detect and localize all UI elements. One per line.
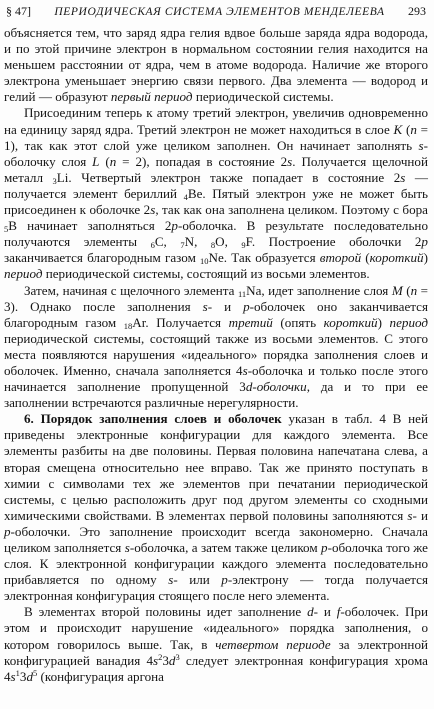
paragraph-4 <box>4 411 428 604</box>
text-run: , так как она заполнена целиком. Поэтому с бора <box>155 202 428 218</box>
text-run: = 1), так как этот слой уже целиком заполнен. Он начинает заполнять <box>4 121 428 153</box>
emphasis-text: четвертом периоде <box>215 636 331 652</box>
subscript: 8 <box>210 240 216 251</box>
text-run: 3 <box>19 668 27 684</box>
emphasis-text: первый период <box>110 89 193 105</box>
subscript: 7 <box>180 240 185 251</box>
emphasis-text: n <box>109 153 117 169</box>
text-run: - и <box>313 604 337 620</box>
text-run: — получается элемент бериллий <box>4 169 428 201</box>
text-run: -оболочки. Это заполнение происходит всегда закономерно. Сначала целиком заполняется <box>4 523 428 555</box>
emphasis-text: s <box>202 298 208 314</box>
text-run: F. Построение оболочки 2 <box>245 234 422 250</box>
text-run: O, <box>215 234 242 250</box>
emphasis-text: f <box>336 604 341 620</box>
superscript: 3 <box>175 651 180 662</box>
text-run: Ar. Получается <box>132 314 229 330</box>
emphasis-text: s <box>124 540 130 555</box>
text-run: Присоединим теперь к атому третий электрон, увеличив одновременно на единицу заряд ядра. Третий электрон не может находиться в слое <box>4 105 428 137</box>
text-run: = 2), попадая в состояние 2 <box>116 153 288 169</box>
text-run: -оболочка того же слоя. К электронной конфигурации каждого элемента последовательно прибавляется по одному <box>4 540 428 588</box>
emphasis-text: d <box>307 604 314 620</box>
text-run: -оболочка и только после этого начинается заполнение пропущенной 3 <box>4 362 428 395</box>
superscript: 5 <box>33 667 38 678</box>
subscript: 4 <box>183 191 188 202</box>
text-run: , да и то при ее заполнении встречаются различные нерегулярности. <box>4 379 428 411</box>
emphasis-text: p <box>421 234 428 250</box>
text-run: - и <box>412 507 428 523</box>
text-run: ( <box>99 153 110 169</box>
text-run: указан в табл. 4 В ней приведены электронные конфигурации для каждого элемента. Все элементы разбиты на две половины. Первая половина напечатана слева, а вторая смещена относительно нее вправо. Так же принято поступать в химии с символами тех же элементов при печатании периодической системы, с целью расположить друг под другом элементы со сходными химическими свойствами. В элементах первой половины заполняются <box>4 411 429 523</box>
text-run: -оболочку слоя <box>4 137 428 169</box>
emphasis-text: второй <box>319 250 362 266</box>
emphasis-text: s <box>287 153 293 169</box>
text-run: Be. Пятый электрон уже не может быть присоединен к оболочке 2 <box>4 185 429 218</box>
text-run: ( <box>402 121 411 137</box>
emphasis-text: s <box>407 507 413 523</box>
emphasis-text: d <box>168 652 176 668</box>
emphasis-text: p <box>321 540 328 555</box>
emphasis-text: p <box>171 218 178 234</box>
text-run: Na, идет заполнение слоя <box>246 282 392 298</box>
text-run: ( <box>361 250 370 266</box>
emphasis-text: -оболочки <box>252 379 307 395</box>
text-run: Затем, начиная с щелочного элемента <box>24 282 238 298</box>
emphasis-text: p <box>221 572 228 588</box>
body-text <box>4 25 428 685</box>
text-run: заканчивается благородным газом <box>4 250 201 266</box>
text-run: Li. Четвертый электрон также попадает в состояние 2 <box>56 169 401 185</box>
emphasis-text: s <box>150 202 156 218</box>
paragraph-2 <box>4 105 428 282</box>
emphasis-text: s <box>10 668 16 684</box>
emphasis-text: d <box>245 379 253 395</box>
emphasis-text: s <box>153 652 159 668</box>
text-run: - и <box>207 298 244 314</box>
emphasis-text: период <box>389 314 428 330</box>
text-run: следует электронная конфигурация хрома 4 <box>4 652 428 684</box>
subscript: 6 <box>150 240 155 251</box>
superscript: 1 <box>15 667 20 678</box>
emphasis-text: период <box>4 266 43 282</box>
emphasis-text: короткий <box>369 250 424 266</box>
page-number: 293 <box>407 4 426 18</box>
text-run: периодической системы, состоящий из восьми элементов. <box>42 266 370 282</box>
text-run: 3 <box>162 652 169 668</box>
text-run: за электронной конфигурацией ванадия 4 <box>4 636 428 668</box>
text-run: периодической системы, состоящий также из восьми элементов. С этого места появляются нарушения «идеального» порядка заполнения слоев и оболочек. Именно, сначала заполняется 4 <box>4 330 428 378</box>
emphasis-text: d <box>26 668 33 684</box>
text-run: -оболочка, а затем также целиком <box>129 540 322 555</box>
text-run: (опять <box>272 314 324 330</box>
emphasis-text: n <box>410 282 418 298</box>
text-run: ) <box>377 314 390 330</box>
subscript: 10 <box>200 256 209 267</box>
text-run: ( <box>402 282 411 298</box>
subscript: 5 <box>4 224 9 235</box>
text-run: -оболочка. В результате последовательно получаются элементы <box>4 218 428 250</box>
emphasis-text: M <box>391 282 403 298</box>
text-run: = 3). Однако после заполнения <box>4 282 428 314</box>
emphasis-text: s <box>418 137 424 153</box>
section-number: § 47] <box>6 4 31 18</box>
text-run: -оболочек. При этом и происходит нарушение «идеального» порядка заполнения, о котором говорилось выше. Так, в <box>4 604 428 652</box>
text-run: B начинает заполняться 2 <box>8 218 172 234</box>
text-run: (конфигурация аргона <box>37 668 164 684</box>
emphasis-text: p <box>4 523 11 539</box>
emphasis-text: s <box>168 572 174 588</box>
text-run: -электрону — тогда получается электронная конфигурация стоящего после него элемента. <box>4 572 428 604</box>
running-head <box>6 4 426 22</box>
paragraph-5 <box>4 604 428 684</box>
emphasis-text: s <box>242 362 248 378</box>
text-run: периодической системы. <box>192 89 334 105</box>
text-run: N, <box>184 234 211 250</box>
text-run: Ne. Так образуется <box>208 250 320 266</box>
text-run: - или <box>173 572 222 588</box>
emphasis-text: третий <box>228 314 273 330</box>
subscript: 18 <box>123 320 133 331</box>
paragraph-3 <box>4 283 428 412</box>
subscript: 9 <box>241 240 246 251</box>
subscript: 11 <box>237 288 247 299</box>
subscript: 3 <box>52 175 57 186</box>
bold-heading-text: 6. Порядок заполнения слоев и оболочек <box>24 411 282 427</box>
paragraph-1 <box>4 25 428 105</box>
emphasis-text: n <box>410 121 417 137</box>
text-run: . Получается щелочной металл <box>4 153 428 185</box>
text-run: В элементах второй половины идет заполнение <box>24 604 308 620</box>
emphasis-text: короткий <box>323 314 378 330</box>
running-title: ПЕРИОДИЧЕСКАЯ СИСТЕМА ЭЛЕМЕНТОВ МЕНДЕЛЕЕВА <box>54 6 385 18</box>
text-run: -оболочек оно заканчивается благородным газом <box>4 298 429 330</box>
text-run: C, <box>154 234 181 250</box>
emphasis-text: L <box>92 153 100 169</box>
emphasis-text: s <box>400 169 406 185</box>
emphasis-text: p <box>243 298 250 314</box>
text-run: ) <box>423 250 428 266</box>
emphasis-text: K <box>393 121 403 137</box>
text-run: объясняется тем, что заряд ядра гелия вдвое больше заряда ядра водорода, и по этой причине электрон в нормальном состоянии гелия находится на меньшем расстоянии от ядра, чем в атоме водорода. Наличие же второго электрона уменьшает энергию связи первого. Два элемента — водород и гелий — образуют <box>4 25 428 105</box>
superscript: 2 <box>158 651 163 662</box>
